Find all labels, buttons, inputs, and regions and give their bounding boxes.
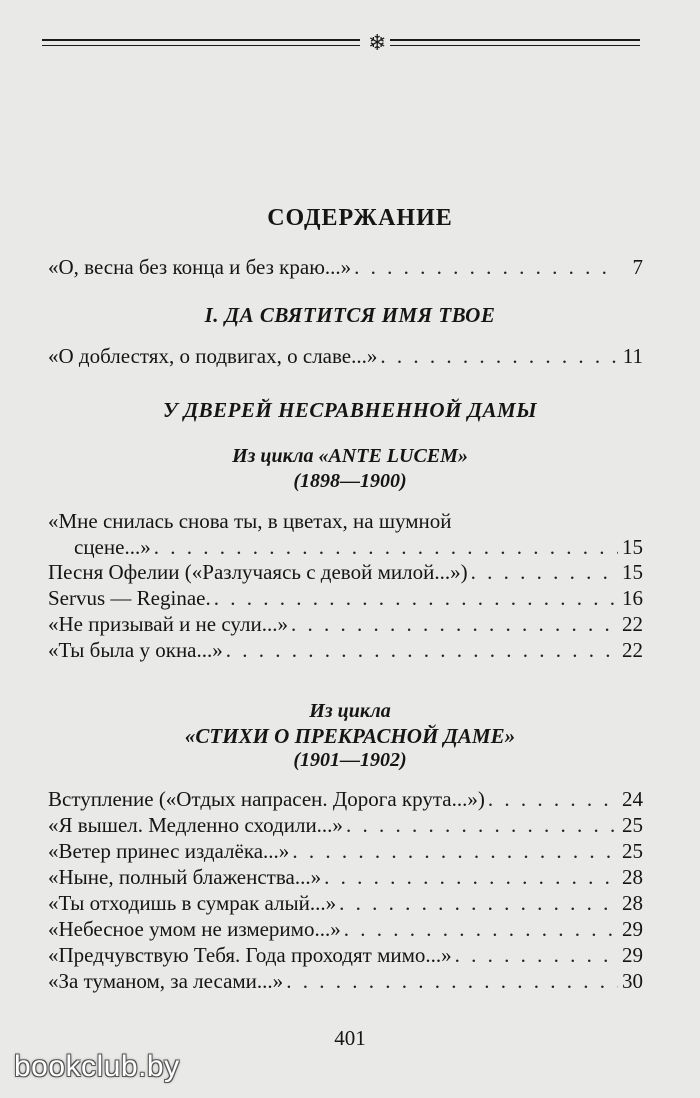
toc-entry: «Не призывай и не сули...» . . . 22 <box>48 611 643 637</box>
toc-entry: Вступление («Отдых напрасен. Дорога крута...») . . . 24 <box>48 786 643 812</box>
toc-list <box>48 559 643 663</box>
toc-entry: Servus — Reginae. . . . 16 <box>48 585 643 611</box>
toc-entry: «Предчувствую Тебя. Года проходят мимо...» . . . 29 <box>48 942 643 968</box>
snowflake-ornament-icon: ❄ <box>368 30 387 55</box>
toc-entry: «О, весна без конца и без краю...» . . . 7 <box>48 254 643 280</box>
toc-entry: Песня Офелии («Разлучаясь с девой милой...») . . . 15 <box>48 559 643 585</box>
toc-entry: «Ты была у окна...» . . . 22 <box>48 637 643 663</box>
cycle-years: (1898—1900) <box>293 470 407 492</box>
cycle-title: «СТИХИ О ПРЕКРАСНОЙ ДАМЕ» <box>184 724 516 748</box>
header-ornament <box>42 30 640 56</box>
cycle-years: (1901—1902) <box>293 749 407 771</box>
section-heading: У ДВЕРЕЙ НЕСРАВНЕННОЙ ДАМЫ <box>162 398 538 422</box>
watermark: bookclub.by <box>14 1050 180 1083</box>
toc-entry: «Ветер принес издалёка...» . . . 25 <box>48 838 643 864</box>
toc-entry: «За туманом, за лесами...» . . . 30 <box>48 968 643 994</box>
toc-entry: «Мне снилась снова ты, в цветах, на шумной сцене...» . . . 15 <box>48 508 643 560</box>
page-number: 401 <box>334 1026 366 1050</box>
cycle-heading: Из цикла «ANTE LUCEM» <box>232 445 468 467</box>
toc-entry: «О доблестях, о подвигах, о славе...» . . . 11 <box>48 343 643 369</box>
toc-entry: «Небесное умом не измеримо...» . . . 29 <box>48 916 643 942</box>
contents-title: СОДЕРЖАНИЕ <box>267 205 453 231</box>
toc-list <box>48 786 643 994</box>
toc-entry: «Ты отходишь в сумрак алый...» . . . 28 <box>48 890 643 916</box>
toc-entry: «Ныне, полный блаженства...» . . . 28 <box>48 864 643 890</box>
toc-entry: «Я вышел. Медленно сходили...» . . . 25 <box>48 812 643 838</box>
section-heading: I. ДА СВЯТИТСЯ ИМЯ ТВОЕ <box>204 303 496 327</box>
cycle-heading: Из цикла <box>309 700 391 722</box>
